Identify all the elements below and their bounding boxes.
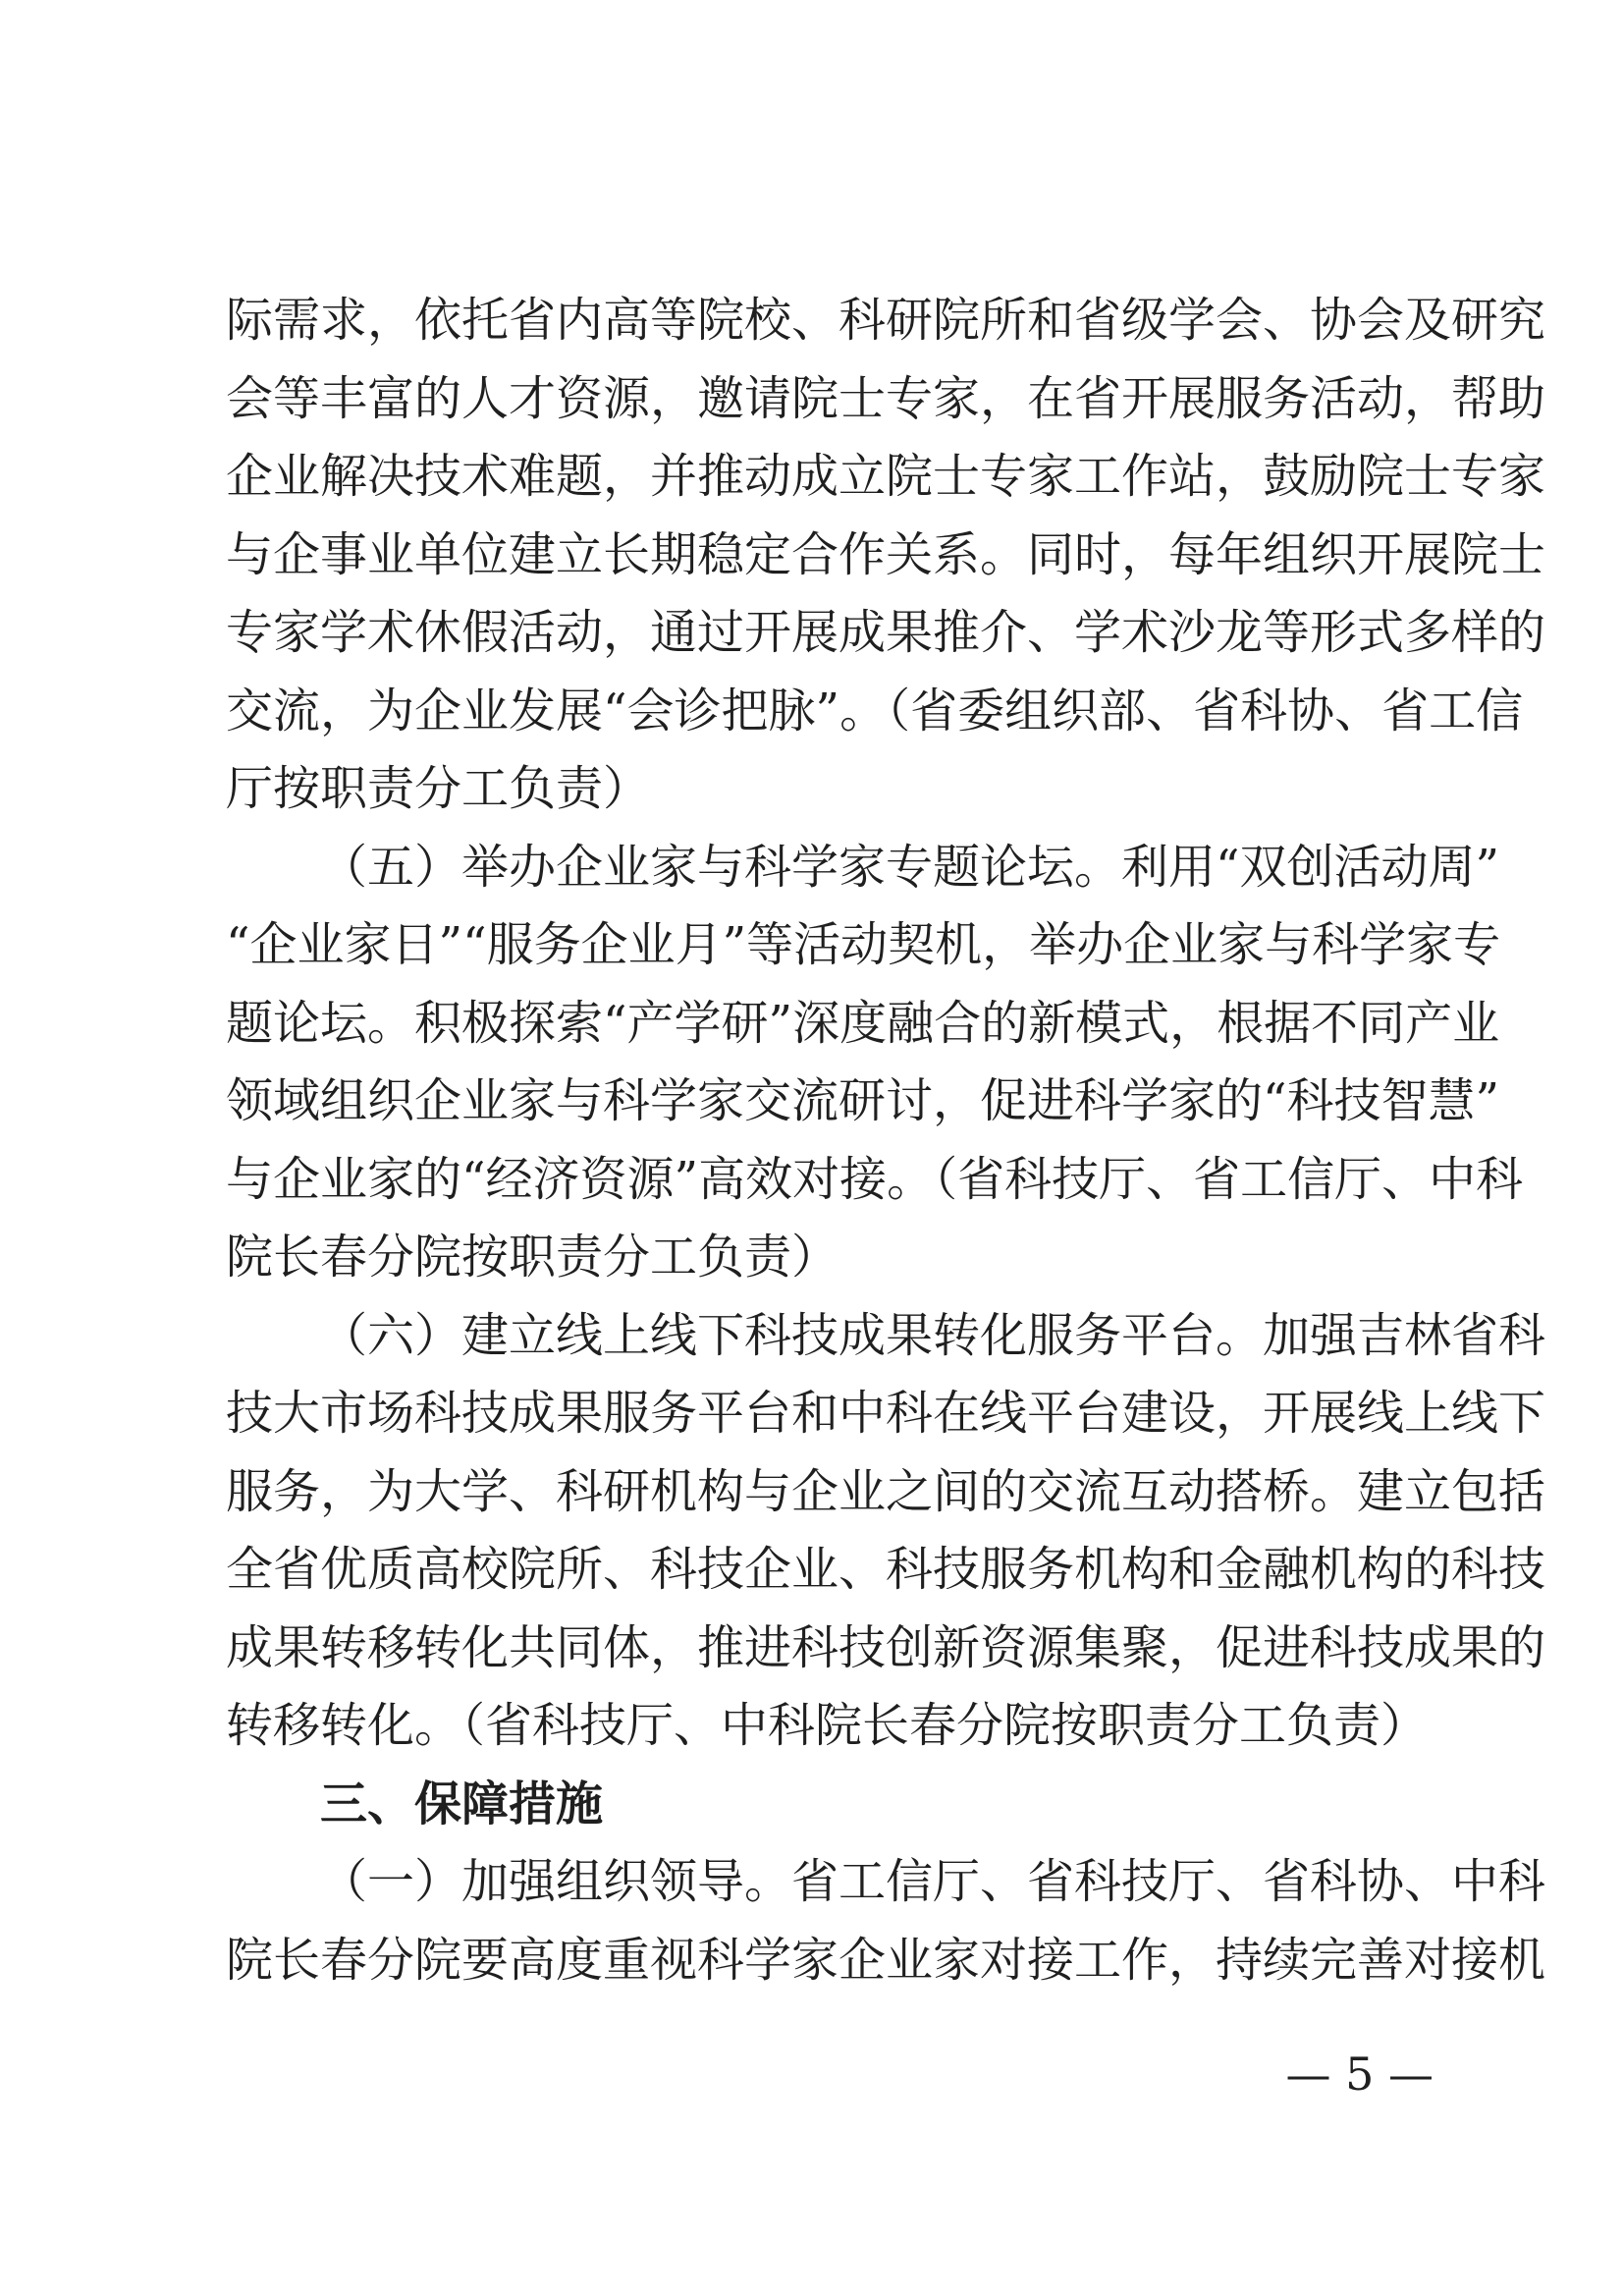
body-line-10: 题论坛。积极探索“产学研”深度融合的新模式，根据不同产业 [226,996,1500,1051]
body-line-3: 企业解决技术难题，并推动成立院士专家工作站，鼓励院士专家 [226,449,1546,504]
body-line-6: 交流，为企业发展“会诊把脉”。（省委组织部、省科协、省工信 [226,683,1524,738]
body-line-5: 专家学术休假活动，通过开展成果推介、学术沙龙等形式多样的 [226,605,1546,660]
body-line-15: 技大市场科技成果服务平台和中科在线平台建设，开展线上线下 [226,1386,1546,1441]
body-line-7: 厅按职责分工负责） [226,761,651,816]
body-line-11: 领域组织企业家与科学家交流研讨，促进科学家的“科技智慧” [226,1073,1500,1128]
body-line-4: 与企事业单位建立长期稳定合作关系。同时，每年组织开展院士 [226,527,1546,582]
body-line-13: 院长春分院按职责分工负责） [226,1230,839,1285]
body-line-18: 成果转移转化共同体，推进科技创新资源集聚，促进科技成果的 [226,1620,1546,1675]
body-line-12: 与企业家的“经济资源”高效对接。（省科技厅、省工信厅、中科 [226,1152,1524,1207]
body-line-2: 会等丰富的人才资源，邀请院士专家，在省开展服务活动，帮助 [226,371,1546,426]
body-line-1: 际需求，依托省内高等院校、科研院所和省级学会、协会及研究 [226,293,1546,348]
body-line-16: 服务，为大学、科研机构与企业之间的交流互动搭桥。建立包括 [226,1464,1546,1519]
page-number: — 5 — [1285,2048,1434,2101]
body-line-9: “企业家日”“服务企业月”等活动契机，举办企业家与科学家专 [226,917,1501,972]
body-line-17: 全省优质高校院所、科技企业、科技服务机构和金融机构的科技 [226,1542,1546,1597]
section-5-heading-line: （五）举办企业家与科学家专题论坛。利用“双创活动周” [320,840,1500,895]
section-6-heading-line: （六）建立线上线下科技成果转化服务平台。加强吉林省科 [320,1308,1546,1363]
section-3-heading: 三、保障措施 [320,1777,604,1831]
body-line-22: 院长春分院要高度重视科学家企业家对接工作，持续完善对接机 [226,1933,1546,1988]
subsection-1-heading-line: （一）加强组织领导。省工信厅、省科技厅、省科协、中科 [320,1854,1546,1909]
body-line-19: 转移转化。（省科技厅、中科院长春分院按职责分工负责） [226,1698,1429,1753]
